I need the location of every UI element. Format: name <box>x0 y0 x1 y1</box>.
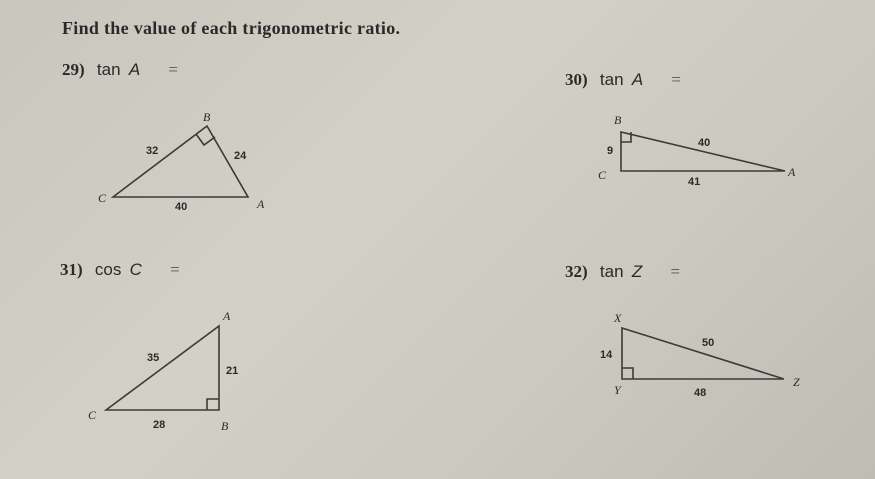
vertex-label-top: B <box>614 113 622 127</box>
worksheet-instructions: Find the value of each trigonometric ratio. <box>62 18 401 38</box>
equals-sign: = <box>670 262 681 281</box>
triangle-29-figure <box>90 108 280 218</box>
trig-function: cos <box>94 260 122 279</box>
side-label-left: 32 <box>146 145 159 157</box>
trig-function: tan <box>599 70 624 89</box>
problem-31-question <box>60 260 180 280</box>
problem-32-question <box>565 262 680 282</box>
equals-sign: = <box>671 70 681 89</box>
vertex-label-right: A <box>788 165 796 179</box>
angle-variable: A <box>128 60 141 79</box>
side-label-vertical: 21 <box>226 365 239 377</box>
vertex-label-left: C <box>88 408 97 422</box>
triangle-29-outline <box>113 126 248 197</box>
triangle-32-figure <box>590 310 820 410</box>
side-label-vertical: 9 <box>607 145 614 157</box>
side-label-hypotenuse: 40 <box>698 137 711 149</box>
right-angle-marker <box>207 399 219 410</box>
side-label-hypotenuse: 50 <box>702 337 715 349</box>
side-label-bottom: 40 <box>175 201 188 213</box>
side-label-right: 24 <box>234 150 247 162</box>
triangle-31-figure <box>85 306 255 436</box>
problem-number: 32) <box>565 262 588 281</box>
side-label-bottom: 41 <box>688 176 701 188</box>
trig-function: tan <box>96 60 121 79</box>
triangle-30-figure <box>590 112 810 192</box>
side-label-bottom: 48 <box>694 387 707 399</box>
vertex-label-right: B <box>221 419 229 433</box>
trig-function: tan <box>599 262 624 281</box>
vertex-label-right: Z <box>793 375 800 389</box>
vertex-label-right: A <box>257 197 265 211</box>
problem-number: 31) <box>60 260 83 279</box>
side-label-hypotenuse: 35 <box>147 352 160 364</box>
vertex-label-bottom-left: Y <box>614 383 621 397</box>
equals-sign: = <box>168 60 178 79</box>
side-label-vertical: 14 <box>600 349 613 361</box>
right-angle-marker <box>622 368 633 379</box>
problem-30-question <box>565 70 681 90</box>
angle-variable: A <box>631 70 644 89</box>
problem-29-question <box>62 60 178 80</box>
vertex-label-left: C <box>98 191 107 205</box>
vertex-label-top: A <box>223 309 231 323</box>
vertex-label-top: B <box>203 110 211 124</box>
angle-variable: C <box>129 260 142 279</box>
side-label-bottom: 28 <box>153 419 166 431</box>
triangle-31-outline <box>106 326 219 410</box>
problem-number: 30) <box>565 70 588 89</box>
vertex-label-top: X <box>614 311 622 325</box>
problem-number: 29) <box>62 60 85 79</box>
vertex-label-bottom-left: C <box>598 168 607 182</box>
angle-variable: Z <box>631 262 643 281</box>
equals-sign: = <box>170 260 180 279</box>
triangle-32-outline <box>622 328 784 379</box>
